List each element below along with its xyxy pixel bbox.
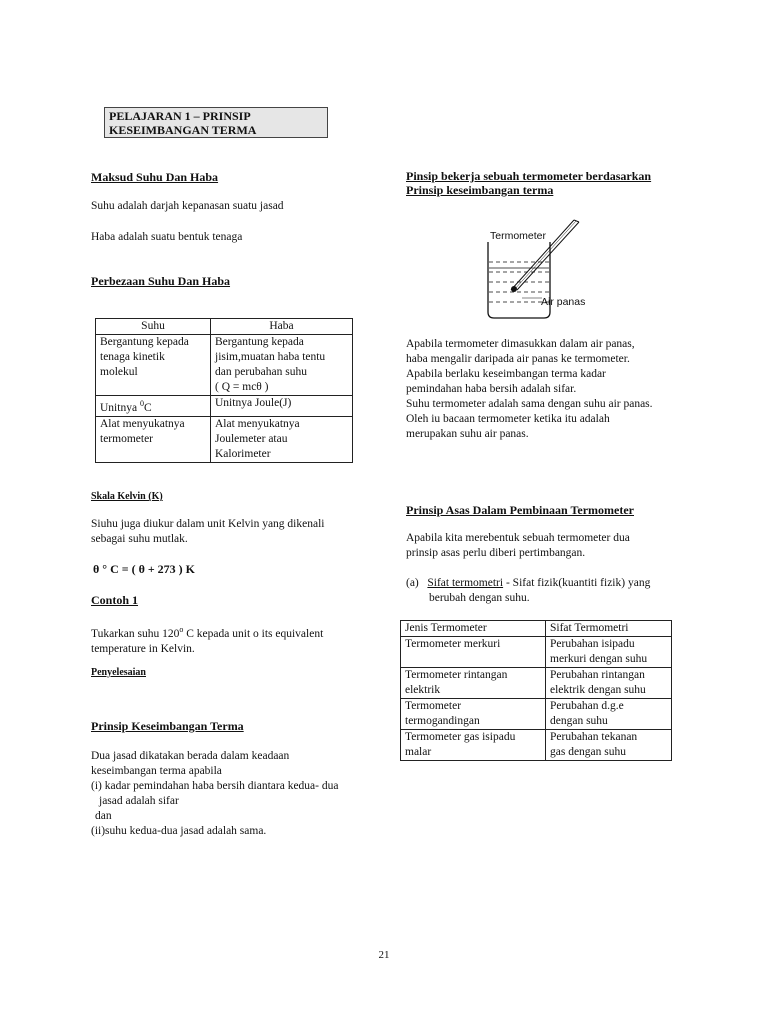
contoh-heading: Contoh 1 [91,593,139,607]
page-number: 21 [378,949,390,961]
text-line: Dua jasad dikatakan berada dalam keadaan [91,750,290,762]
cell-line: Perubahan rintangan [550,669,645,681]
table-header-row [96,319,353,335]
cell-text: Unitnya [100,401,140,414]
asas-text [406,531,630,561]
cell-line: merkuri dengan suhu [550,653,648,665]
cell-line: Alat menyukatnya [215,417,300,430]
table-row [401,637,672,668]
cell-line: molekul [100,366,138,378]
cell-line: jisim,muatan haba tentu [215,351,326,363]
lesson-title-line2: KESEIMBANGAN TERMA [109,123,257,137]
perbezaan-heading: Perbezaan Suhu Dan Haba [91,274,231,288]
text-span: C kepada unit o its equivalent [183,627,324,640]
table-header-jenis: Jenis Termometer [401,621,546,637]
table-header-haba: Haba [211,319,353,335]
cell-line: elektrik [405,684,441,696]
cell-line: Termometer gas isipadu [405,731,516,743]
cell-text: C [143,401,152,414]
table-cell [546,637,672,668]
table-cell [401,637,546,668]
table-row [96,396,353,417]
table-header-sifat: Sifat Termometri [546,621,672,637]
text-span: Tukarkan suhu 120 [91,627,180,640]
sifat-term: Sifat termometri [427,577,504,589]
cell-line: Bergantung kepada [215,336,304,348]
table-cell [96,416,211,462]
cell-line: termogandingan [405,715,480,727]
table-header-suhu: Suhu [96,319,211,335]
cell-line: Perubahan d.g.e [550,700,624,712]
cell-line: Termometer rintangan [405,669,508,681]
text-line: Apabila termometer dimasukkan dalam air panas, [406,338,635,350]
cell-line: tenaga kinetik [100,351,165,363]
table-cell [401,668,546,699]
kelvin-heading: Skala Kelvin (K) [91,491,163,502]
text-line: Oleh iu bacaan termometer ketika itu adalah [406,413,610,425]
termometer-table [400,620,672,761]
text-line: (ii)suhu kedua-dua jasad adalah sama. [91,825,267,837]
text-line: pemindahan haba bersih adalah sifar. [406,383,577,395]
text-line: Apabila kita merebentuk sebuah termometer dua [406,532,630,544]
kelvin-text [91,517,324,547]
text-line: haba mengalir daripada air panas ke termometer. [406,353,630,365]
label-termometer: Termometer [490,230,547,242]
cell-line: Perubahan tekanan [550,731,638,743]
cell-line: elektrik dengan suhu [550,684,646,696]
table-row [96,335,353,396]
table-cell [546,668,672,699]
maksud-heading: Maksud Suhu Dan Haba [91,170,219,184]
suhu-definition: Suhu adalah darjah kepanasan suatu jasad [91,200,284,212]
cell-line: Bergantung kepada [100,336,189,348]
prinsip-text [91,749,338,839]
cell-line: Termometer [405,700,462,712]
text-line: Suhu termometer adalah sama dengan suhu air panas. [406,398,653,410]
asas-heading: Prinsip Asas Dalam Pembinaan Termometer [406,503,634,517]
cell-line: dengan suhu [550,715,608,727]
text-line: sebagai suhu mutlak. [91,533,188,545]
list-marker: (a) [406,577,419,589]
cell-line: termometer [100,432,154,445]
text-line: prinsip asas perlu diberi pertimbangan. [406,547,586,559]
table-cell [546,699,672,730]
table-cell [211,335,353,396]
text-line: (i) kadar pemindahan haba bersih diantara kedua- dua [91,780,339,792]
cell-line: Perubahan isipadu [550,638,635,650]
cell-line: Kalorimeter [215,447,271,460]
text-line: dan [95,810,112,822]
text-line: Apabila berlaku keseimbangan terma kadar [406,368,606,380]
text-line: jasad adalah sifar [99,795,179,807]
sifat-termometri-item [406,576,676,606]
table-cell [211,416,353,462]
heading-line: Pinsip bekerja sebuah termometer berdasarkan [406,169,652,183]
thermometer-diagram [480,212,620,324]
prinsip-heading: Prinsip Keseimbangan Terma [91,719,244,733]
degree-superscript: 0 [139,399,144,408]
explanation-text [406,337,653,442]
heading-line: Prinsip keseimbangan terma [406,183,554,197]
cell-line: Alat menyukatnya [100,417,185,430]
table-row [401,730,672,761]
text-span: - Sifat fizik(kuantiti fizik) yang [503,577,651,589]
label-air-panas: Air panas [541,296,586,308]
cell-line: Joulemeter atau [215,432,288,445]
table-cell [96,396,211,417]
cell-line: gas dengan suhu [550,746,627,758]
table-cell [96,335,211,396]
text-line: Siuhu juga diukur dalam unit Kelvin yang dikenali [91,518,325,530]
penyelesaian-heading: Penyelesaian [91,667,146,678]
text-line [406,576,676,591]
table-cell: Unitnya Joule(J) [211,396,353,417]
contoh-text [91,622,323,657]
table-cell [401,699,546,730]
table-row [401,668,672,699]
suhu-haba-table [95,318,353,463]
cell-line: dan perubahan suhu [215,366,307,378]
text-line: berubah dengan suhu. [429,592,530,604]
degree-superscript: o [179,625,184,634]
haba-definition: Haba adalah suatu bentuk tenaga [91,231,243,243]
table-header-row [401,621,672,637]
table-row [96,416,353,462]
table-cell [401,730,546,761]
cell-line: malar [405,746,432,758]
lesson-title [104,107,328,138]
cell-line: Termometer merkuri [405,638,501,650]
text-line: merupakan suhu air panas. [406,428,529,440]
pinsip-heading [406,169,651,197]
table-row [401,699,672,730]
lesson-title-line1: PELAJARAN 1 – PRINSIP [109,109,251,123]
kelvin-formula: θ ° C = ( θ + 273 ) K [93,562,195,576]
text-line [91,622,323,642]
text-line: keseimbangan terma apabila [91,765,222,777]
table-cell [546,730,672,761]
cell-line: ( Q = mcθ ) [215,381,269,393]
text-line: temperature in Kelvin. [91,642,195,655]
